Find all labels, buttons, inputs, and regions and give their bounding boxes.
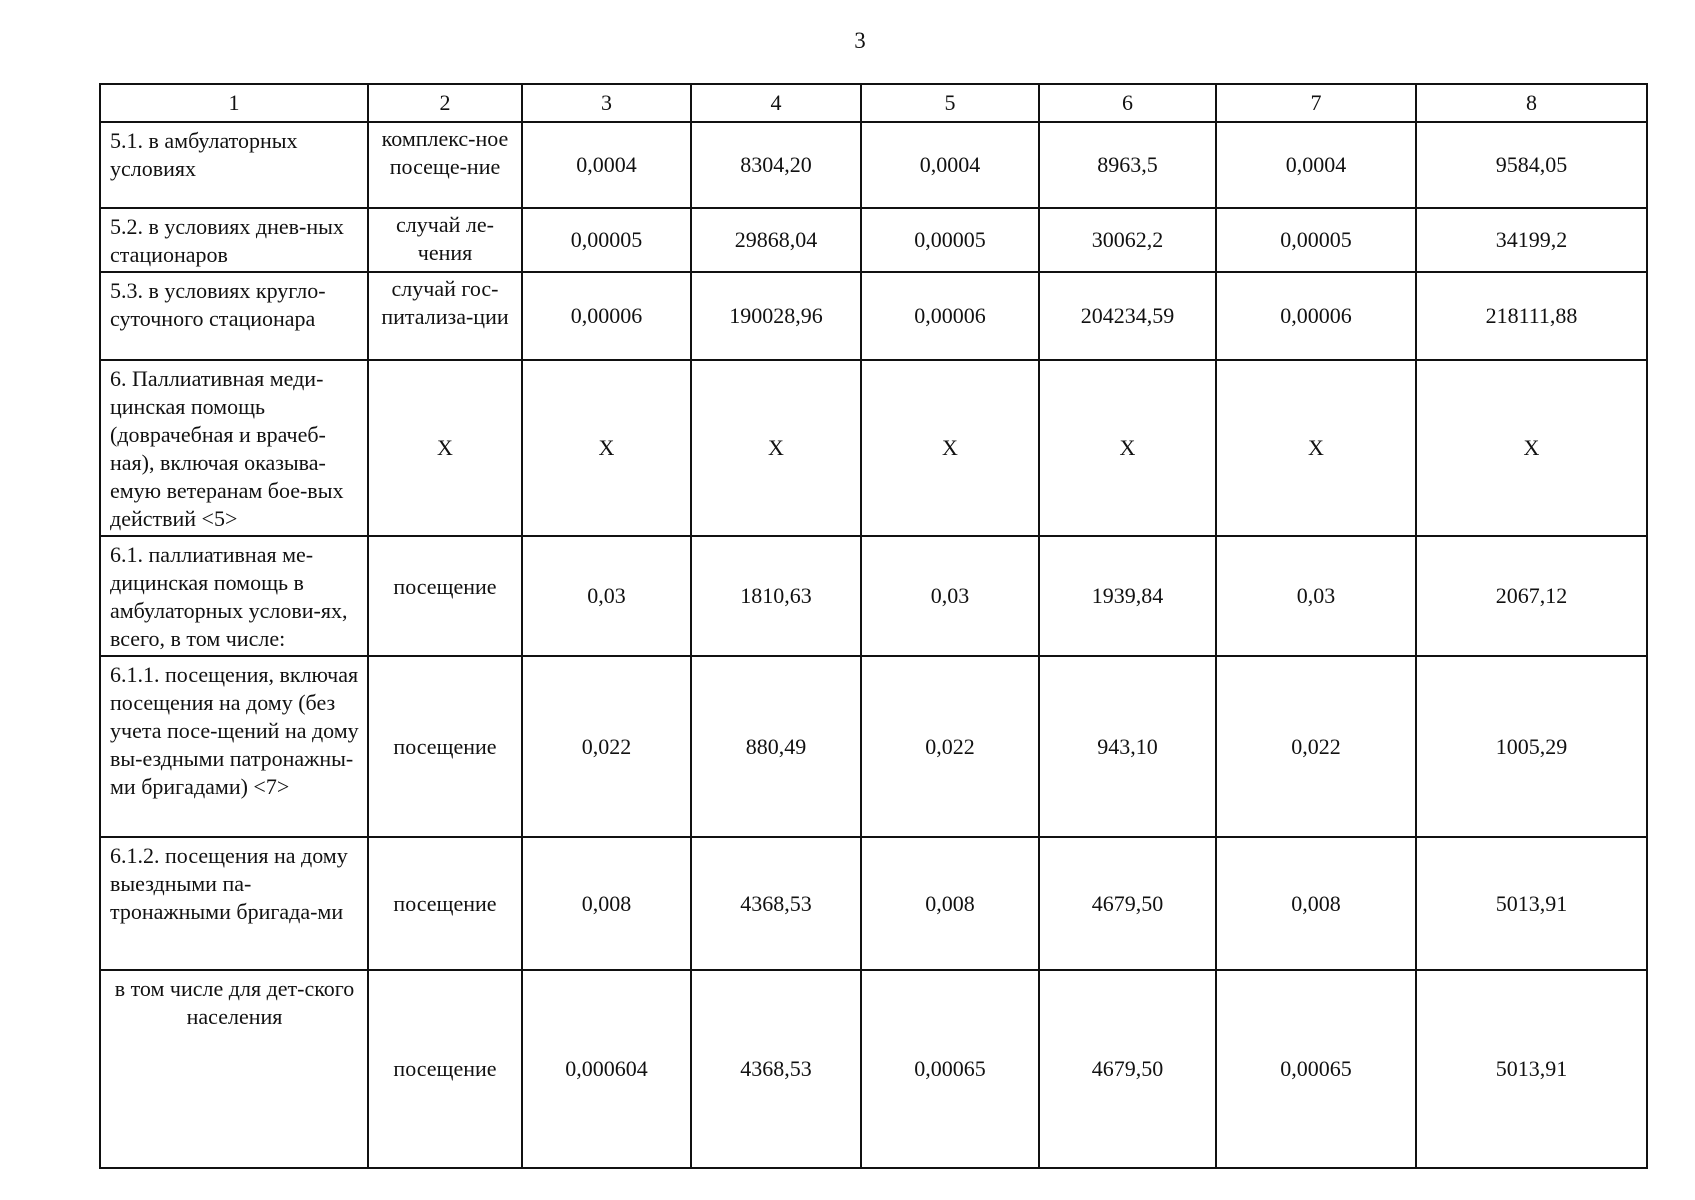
table-cell: 0,008 xyxy=(861,837,1039,970)
data-table xyxy=(99,83,1648,1169)
table-row xyxy=(100,970,1647,1168)
table-cell: 29868,04 xyxy=(691,208,861,272)
table-cell: 204234,59 xyxy=(1039,272,1216,360)
table-cell: 4679,50 xyxy=(1039,970,1216,1168)
table-cell: 0,0004 xyxy=(861,122,1039,208)
table-cell: 218111,88 xyxy=(1416,272,1647,360)
table-cell: X xyxy=(1216,360,1416,536)
table-cell: 8963,5 xyxy=(1039,122,1216,208)
table-cell: 0,03 xyxy=(522,536,691,656)
row-name: 5.3. в условиях кругло-суточного стационара xyxy=(100,272,368,360)
table-row xyxy=(100,272,1647,360)
row-name: 6.1.1. посещения, включая посещения на дому (без учета посе-щений на дому вы-ездными патронажны-ми бригадами) <7> xyxy=(100,656,368,837)
table-cell: 30062,2 xyxy=(1039,208,1216,272)
table-cell: X xyxy=(1039,360,1216,536)
table-cell: 0,00005 xyxy=(1216,208,1416,272)
table-cell: 0,0004 xyxy=(522,122,691,208)
table-cell: 0,00065 xyxy=(1216,970,1416,1168)
table-cell: 0,00006 xyxy=(1216,272,1416,360)
table-row xyxy=(100,360,1647,536)
table-cell: 0,022 xyxy=(861,656,1039,837)
row-name: 5.1. в амбулаторных условиях xyxy=(100,122,368,208)
row-unit: посещение xyxy=(368,970,522,1168)
column-header: 1 xyxy=(100,84,368,122)
table-cell: 1810,63 xyxy=(691,536,861,656)
column-header: 6 xyxy=(1039,84,1216,122)
table-row xyxy=(100,122,1647,208)
table-cell: X xyxy=(522,360,691,536)
table-cell: 0,00005 xyxy=(522,208,691,272)
table-cell: 0,00006 xyxy=(861,272,1039,360)
column-header: 3 xyxy=(522,84,691,122)
page-number: 3 xyxy=(854,28,866,53)
row-unit: посещение xyxy=(368,656,522,837)
table-cell: 0,022 xyxy=(522,656,691,837)
column-header: 5 xyxy=(861,84,1039,122)
row-unit: посещение xyxy=(368,536,522,656)
table-cell: X xyxy=(1416,360,1647,536)
table-cell: 0,03 xyxy=(861,536,1039,656)
table-cell: 4368,53 xyxy=(691,837,861,970)
column-header: 2 xyxy=(368,84,522,122)
table-row xyxy=(100,208,1647,272)
row-name: 6. Паллиативная меди-цинская помощь (доврачебная и врачеб-ная), включая оказыва-емую ветеранам бое-вых действий <5> xyxy=(100,360,368,536)
row-name: 6.1.2. посещения на дому выездными па-тронажными бригада-ми xyxy=(100,837,368,970)
table-cell: 880,49 xyxy=(691,656,861,837)
table-cell: 8304,20 xyxy=(691,122,861,208)
table-cell: 5013,91 xyxy=(1416,970,1647,1168)
table-cell: 34199,2 xyxy=(1416,208,1647,272)
table-row xyxy=(100,837,1647,970)
table-cell: 0,00006 xyxy=(522,272,691,360)
column-header: 4 xyxy=(691,84,861,122)
row-name: 5.2. в условиях днев-ных стационаров xyxy=(100,208,368,272)
row-unit: X xyxy=(368,360,522,536)
table-cell: 5013,91 xyxy=(1416,837,1647,970)
table-cell: 0,00065 xyxy=(861,970,1039,1168)
header-row xyxy=(100,84,1647,122)
table-cell: 0,00005 xyxy=(861,208,1039,272)
table-cell: 4679,50 xyxy=(1039,837,1216,970)
table-row xyxy=(100,656,1647,837)
row-unit: случай ле-чения xyxy=(368,208,522,272)
table-cell: 9584,05 xyxy=(1416,122,1647,208)
table-row xyxy=(100,536,1647,656)
table-cell: 0,008 xyxy=(1216,837,1416,970)
table-cell: 0,03 xyxy=(1216,536,1416,656)
table-cell: 0,000604 xyxy=(522,970,691,1168)
row-name: 6.1. паллиативная ме-дицинская помощь в амбулаторных услови-ях, всего, в том числе: xyxy=(100,536,368,656)
table-cell: 0,0004 xyxy=(1216,122,1416,208)
column-header: 7 xyxy=(1216,84,1416,122)
table-cell: X xyxy=(861,360,1039,536)
table-cell: 2067,12 xyxy=(1416,536,1647,656)
column-header: 8 xyxy=(1416,84,1647,122)
row-unit: посещение xyxy=(368,837,522,970)
table-cell: X xyxy=(691,360,861,536)
table-cell: 1939,84 xyxy=(1039,536,1216,656)
row-unit: комплекс-ное посеще-ние xyxy=(368,122,522,208)
table-cell: 4368,53 xyxy=(691,970,861,1168)
row-name: в том числе для дет-ского населения xyxy=(100,970,368,1168)
table-cell: 0,022 xyxy=(1216,656,1416,837)
table-cell: 0,008 xyxy=(522,837,691,970)
table-cell: 943,10 xyxy=(1039,656,1216,837)
table-cell: 1005,29 xyxy=(1416,656,1647,837)
row-unit: случай гос-питализа-ции xyxy=(368,272,522,360)
table-cell: 190028,96 xyxy=(691,272,861,360)
